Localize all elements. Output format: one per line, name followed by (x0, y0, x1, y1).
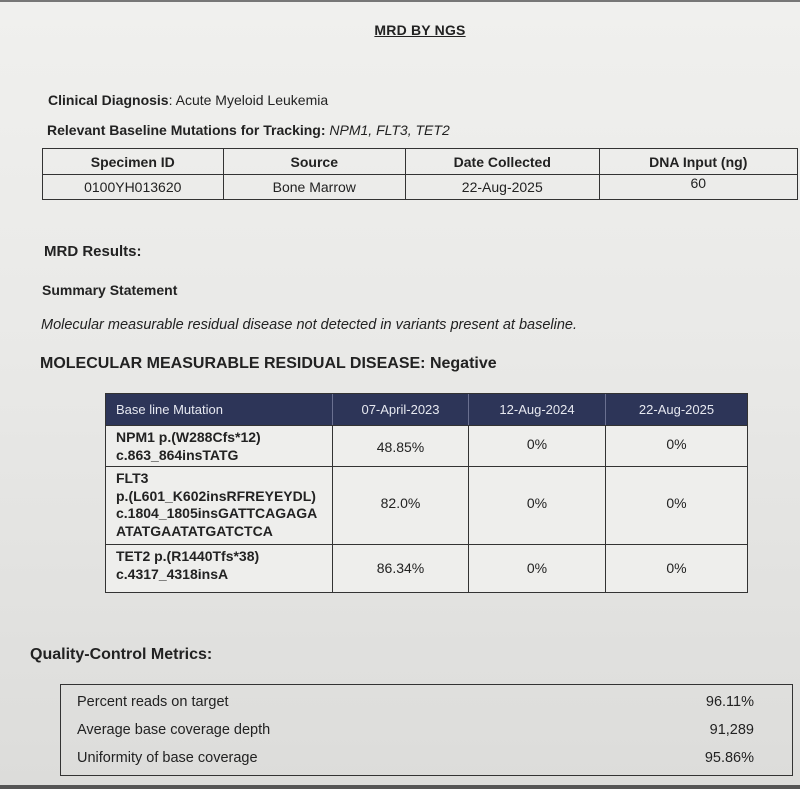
specimen-data-row (43, 174, 797, 199)
summary-text: Molecular measurable residual disease not detected in variants present at baseline. (41, 317, 578, 333)
specimen-header-row (43, 149, 797, 175)
value-cell: 0% (666, 436, 687, 452)
qc-metric-value: 95.86% (704, 750, 754, 766)
mrd-table (105, 393, 748, 593)
qc-metric-label: Uniformity of base coverage (77, 750, 258, 766)
value-cell: 0% (469, 467, 606, 544)
mrd-row-tet2 (106, 544, 747, 592)
top-divider (0, 0, 800, 2)
baseline-mutations (47, 122, 450, 138)
mrd-row-npm1 (106, 425, 747, 466)
report-title: MRD BY NGS (374, 22, 466, 38)
qc-metric-row (77, 750, 754, 772)
value-cell: 0% (469, 426, 606, 466)
value-cell: 0% (666, 560, 687, 576)
specimen-cell: 22-Aug-2025 (406, 174, 599, 199)
mutation-cell (106, 467, 333, 544)
specimen-cell: 0100YH013620 (43, 174, 224, 199)
mutation-line: ATATGAATATGATCTCA (116, 522, 273, 539)
value-cell: 0% (469, 545, 606, 592)
qc-metric-value: 91,289 (709, 722, 754, 738)
mrd-header: 07-April-2023 (333, 394, 469, 425)
specimen-header: Specimen ID (43, 149, 224, 174)
mutation-line: p.(L601_K602insRFREYEYDL) (116, 487, 316, 504)
qc-metric-value: 96.11% (705, 694, 754, 710)
mrd-status: MOLECULAR MEASURABLE RESIDUAL DISEASE: Negative (40, 355, 497, 372)
mutation-line: c.1804_1805insGATTCAGAGA (116, 505, 318, 521)
specimen-header: Source (224, 149, 407, 174)
mutation-line: c.4317_4318insA (116, 565, 229, 582)
baseline-label: Relevant Baseline Mutations for Tracking: (47, 122, 326, 138)
qc-metric-row (77, 694, 754, 716)
value-cell: 86.34% (333, 545, 469, 592)
mutation-line: c.863_864insTATG (116, 446, 239, 463)
baseline-value: NPM1, FLT3, TET2 (329, 122, 450, 138)
specimen-cell: 60 (690, 175, 707, 191)
mutation-cell (106, 545, 333, 592)
qc-metric-label: Percent reads on target (77, 694, 229, 710)
specimen-header: Date Collected (406, 149, 599, 174)
mutation-line: FLT3 (116, 470, 149, 486)
mrd-row-flt3 (106, 466, 747, 544)
specimen-cell: Bone Marrow (224, 174, 407, 199)
mutation-line: NPM1 p.(W288Cfs*12) (116, 429, 261, 445)
summary-heading: Summary Statement (42, 282, 178, 298)
mutation-line: TET2 p.(R1440Tfs*38) (116, 548, 260, 564)
value-cell: 48.85% (333, 426, 469, 466)
results-heading: MRD Results: (44, 243, 142, 260)
mrd-header: 12-Aug-2024 (469, 394, 606, 425)
qc-heading: Quality-Control Metrics: (30, 646, 213, 663)
value-cell: 82.0% (333, 467, 469, 544)
clinical-diagnosis (48, 92, 328, 108)
diagnosis-value: : Acute Myeloid Leukemia (168, 92, 329, 108)
mrd-header-row (106, 394, 747, 425)
diagnosis-label: Clinical Diagnosis (48, 92, 169, 108)
qc-metrics-box (60, 684, 793, 776)
mrd-header: Base line Mutation (106, 394, 333, 425)
mrd-header: 22-Aug-2025 (638, 402, 715, 417)
specimen-header: DNA Input (ng) (649, 153, 748, 170)
qc-metric-row (77, 722, 754, 744)
bottom-divider (0, 785, 800, 789)
value-cell: 0% (666, 495, 687, 511)
mutation-cell (106, 426, 333, 466)
specimen-table (42, 148, 798, 200)
qc-metric-label: Average base coverage depth (77, 722, 271, 738)
